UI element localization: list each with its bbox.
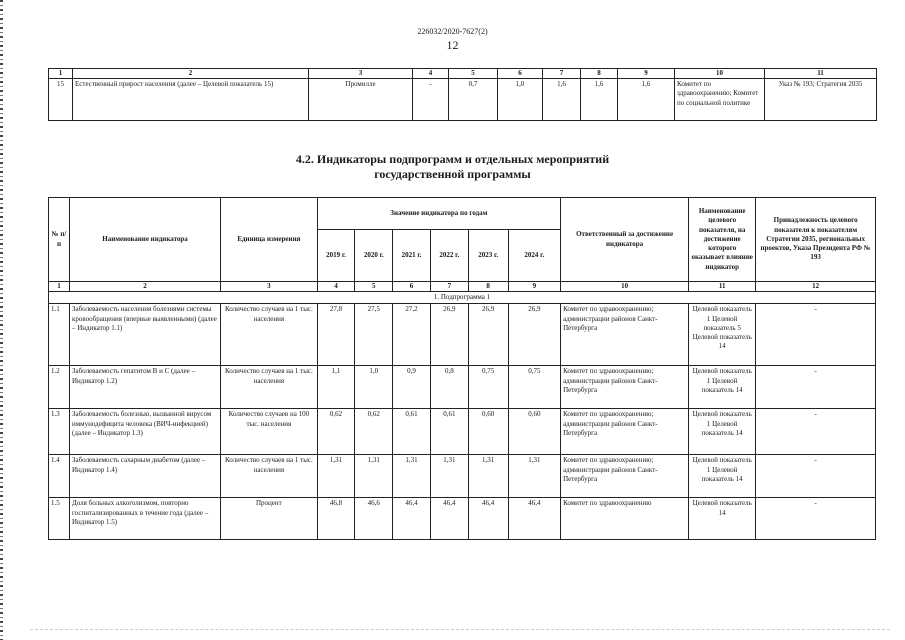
table-row — [49, 304, 876, 366]
value-cell: 27,8 — [317, 304, 355, 366]
indicator-name: Заболеваемость населения болезнями системы кровообращения (впервые выявленными) (далее – Индикатор 1.1) — [69, 304, 220, 366]
row-number: 1.3 — [49, 409, 70, 455]
value-cell: 1,31 — [393, 455, 431, 498]
responsible-cell: Комитет по здравоохранению — [561, 498, 689, 540]
col-number: 8 — [581, 69, 618, 79]
col-number: 2 — [73, 69, 309, 79]
value-cell: 0,61 — [430, 409, 468, 455]
section-title — [0, 152, 905, 182]
value-cell: 1,31 — [468, 455, 508, 498]
header-year: 2022 г. — [430, 230, 468, 282]
value-cell: 1,0 — [498, 79, 543, 121]
unit-cell: Количество случаев на 1 тыс. населения — [221, 455, 318, 498]
table-row — [49, 79, 877, 121]
value-cell: 1,1 — [317, 366, 355, 409]
document-id: 226032/2020-7627(2) — [417, 27, 488, 36]
column-number-row — [49, 69, 877, 79]
table-row — [49, 409, 876, 455]
target-cell: Целевой показатель 1 Целевой показатель 5 Целевой показатель 14 — [689, 304, 756, 366]
col-number: 9 — [618, 69, 675, 79]
unit-cell: Промилле — [309, 79, 413, 121]
value-cell: 46,4 — [508, 498, 560, 540]
affiliation-cell: - — [756, 304, 876, 366]
col-number: 5 — [355, 282, 393, 292]
row-number: 1.2 — [49, 366, 70, 409]
col-number: 7 — [430, 282, 468, 292]
value-cell: 0,8 — [430, 366, 468, 409]
page-number: 12 — [446, 38, 459, 52]
header-responsible: Ответственный за достижение индикатора — [561, 198, 689, 282]
indicator-name: Заболеваемость сахарным диабетом (далее – Индикатор 1.4) — [69, 455, 220, 498]
col-number: 1 — [49, 282, 70, 292]
value-cell: 0,60 — [508, 409, 560, 455]
value-cell: 0,75 — [508, 366, 560, 409]
value-cell: 46,4 — [393, 498, 431, 540]
col-number: 11 — [689, 282, 756, 292]
affiliation-cell: - — [756, 455, 876, 498]
indicator-name: Заболеваемость гепатитом В и С (далее – Индикатор 1.2) — [69, 366, 220, 409]
value-cell: 1,31 — [355, 455, 393, 498]
header-year: 2020 г. — [355, 230, 393, 282]
subprogram-row — [49, 292, 876, 304]
header-year: 2023 г. — [468, 230, 508, 282]
table-row — [49, 455, 876, 498]
indicator-name: Заболеваемость болезнью, вызванной вирусом иммунодефицита человека (ВИЧ-инфекцией) (далее – Индикатор 1.3) — [69, 409, 220, 455]
value-cell: 1,6 — [543, 79, 581, 121]
responsible-cell: Комитет по здравоохранению; администрации районов Санкт-Петербурга — [561, 304, 689, 366]
col-number: 7 — [543, 69, 581, 79]
indicator-name: Естественный прирост населения (далее – Целевой показатель 15) — [73, 79, 309, 121]
row-number: 15 — [49, 79, 73, 121]
value-cell: 0,7 — [449, 79, 498, 121]
value-cell: 0,60 — [468, 409, 508, 455]
header-unit: Единица измерения — [221, 198, 318, 282]
col-number: 1 — [49, 69, 73, 79]
col-number: 12 — [756, 282, 876, 292]
section-title-line: 4.2. Индикаторы подпрограмм и отдельных мероприятий — [295, 152, 610, 166]
scan-edge-artifact — [0, 0, 3, 640]
target-cell: Целевой показатель 1 Целевой показатель 14 — [689, 409, 756, 455]
header-year: 2021 г. — [393, 230, 431, 282]
header-num: № п/п — [49, 198, 70, 282]
col-number: 4 — [413, 69, 449, 79]
section-title-line: государственной программы — [374, 167, 531, 181]
unit-cell: Процент — [221, 498, 318, 540]
row-number: 1.1 — [49, 304, 70, 366]
value-cell: 1,31 — [430, 455, 468, 498]
target-cell: Целевой показатель 14 — [689, 498, 756, 540]
col-number: 10 — [675, 69, 765, 79]
row-number: 1.4 — [49, 455, 70, 498]
value-cell: 26,9 — [468, 304, 508, 366]
indicator-name: Доля больных алкоголизмом, повторно госпитализированных в течение года (далее – Индикатор 1.5) — [69, 498, 220, 540]
value-cell: 0,9 — [393, 366, 431, 409]
col-number: 4 — [317, 282, 355, 292]
target-cell: Целевой показатель 1 Целевой показатель 14 — [689, 455, 756, 498]
reference-cell: Указ № 193; Стратегия 2035 — [765, 79, 877, 121]
table-row — [49, 366, 876, 409]
affiliation-cell: - — [756, 498, 876, 540]
col-number: 8 — [468, 282, 508, 292]
value-cell: 0,62 — [355, 409, 393, 455]
value-cell: 46,4 — [430, 498, 468, 540]
responsible-cell: Комитет по здравоохранению; администрации районов Санкт-Петербурга — [561, 455, 689, 498]
header-target: Наименование целевого показателя, на достижение которого оказывает влияние индикатор — [689, 198, 756, 282]
affiliation-cell: - — [756, 366, 876, 409]
value-cell: 26,9 — [508, 304, 560, 366]
affiliation-cell: - — [756, 409, 876, 455]
value-cell: 0,62 — [317, 409, 355, 455]
col-number: 9 — [508, 282, 560, 292]
header-values-group: Значение индикатора по годам — [317, 198, 560, 230]
header-year: 2019 г. — [317, 230, 355, 282]
responsible-cell: Комитет по здравоохранению; Комитет по социальной политике — [675, 79, 765, 121]
unit-cell: Количество случаев на 1 тыс. населения — [221, 304, 318, 366]
header-affiliation: Принадлежность целевого показателя к показателям Стратегии 2035, региональных проектов, Указа Президента РФ № 193 — [756, 198, 876, 282]
col-number: 2 — [69, 282, 220, 292]
value-cell: 0,75 — [468, 366, 508, 409]
col-number: 3 — [309, 69, 413, 79]
column-number-row — [49, 282, 876, 292]
col-number: 3 — [221, 282, 318, 292]
responsible-cell: Комитет по здравоохранению; администрации районов Санкт-Петербурга — [561, 366, 689, 409]
scan-noise-line — [30, 629, 890, 631]
targets-table-continuation — [48, 68, 877, 121]
value-cell: 46,6 — [355, 498, 393, 540]
value-cell: 27,2 — [393, 304, 431, 366]
col-number: 10 — [561, 282, 689, 292]
target-cell: Целевой показатель 1 Целевой показатель 14 — [689, 366, 756, 409]
table-row — [49, 498, 876, 540]
header-name: Наименование индикатора — [69, 198, 220, 282]
value-cell: 1,6 — [618, 79, 675, 121]
col-number: 5 — [449, 69, 498, 79]
value-cell: 46,4 — [468, 498, 508, 540]
value-cell: - — [413, 79, 449, 121]
header-row — [49, 198, 876, 230]
indicators-table — [48, 197, 876, 540]
unit-cell: Количество случаев на 100 тыс. населения — [221, 409, 318, 455]
value-cell: 1,31 — [508, 455, 560, 498]
responsible-cell: Комитет по здравоохранению; администрации районов Санкт-Петербурга — [561, 409, 689, 455]
col-number: 6 — [393, 282, 431, 292]
col-number: 6 — [498, 69, 543, 79]
subprogram-label: 1. Подпрограмма 1 — [49, 292, 876, 304]
row-number: 1.5 — [49, 498, 70, 540]
value-cell: 1,6 — [581, 79, 618, 121]
value-cell: 1,0 — [355, 366, 393, 409]
value-cell: 1,31 — [317, 455, 355, 498]
value-cell: 46,8 — [317, 498, 355, 540]
value-cell: 26,9 — [430, 304, 468, 366]
header-year: 2024 г. — [508, 230, 560, 282]
value-cell: 27,5 — [355, 304, 393, 366]
value-cell: 0,61 — [393, 409, 431, 455]
unit-cell: Количество случаев на 1 тыс. населения — [221, 366, 318, 409]
col-number: 11 — [765, 69, 877, 79]
